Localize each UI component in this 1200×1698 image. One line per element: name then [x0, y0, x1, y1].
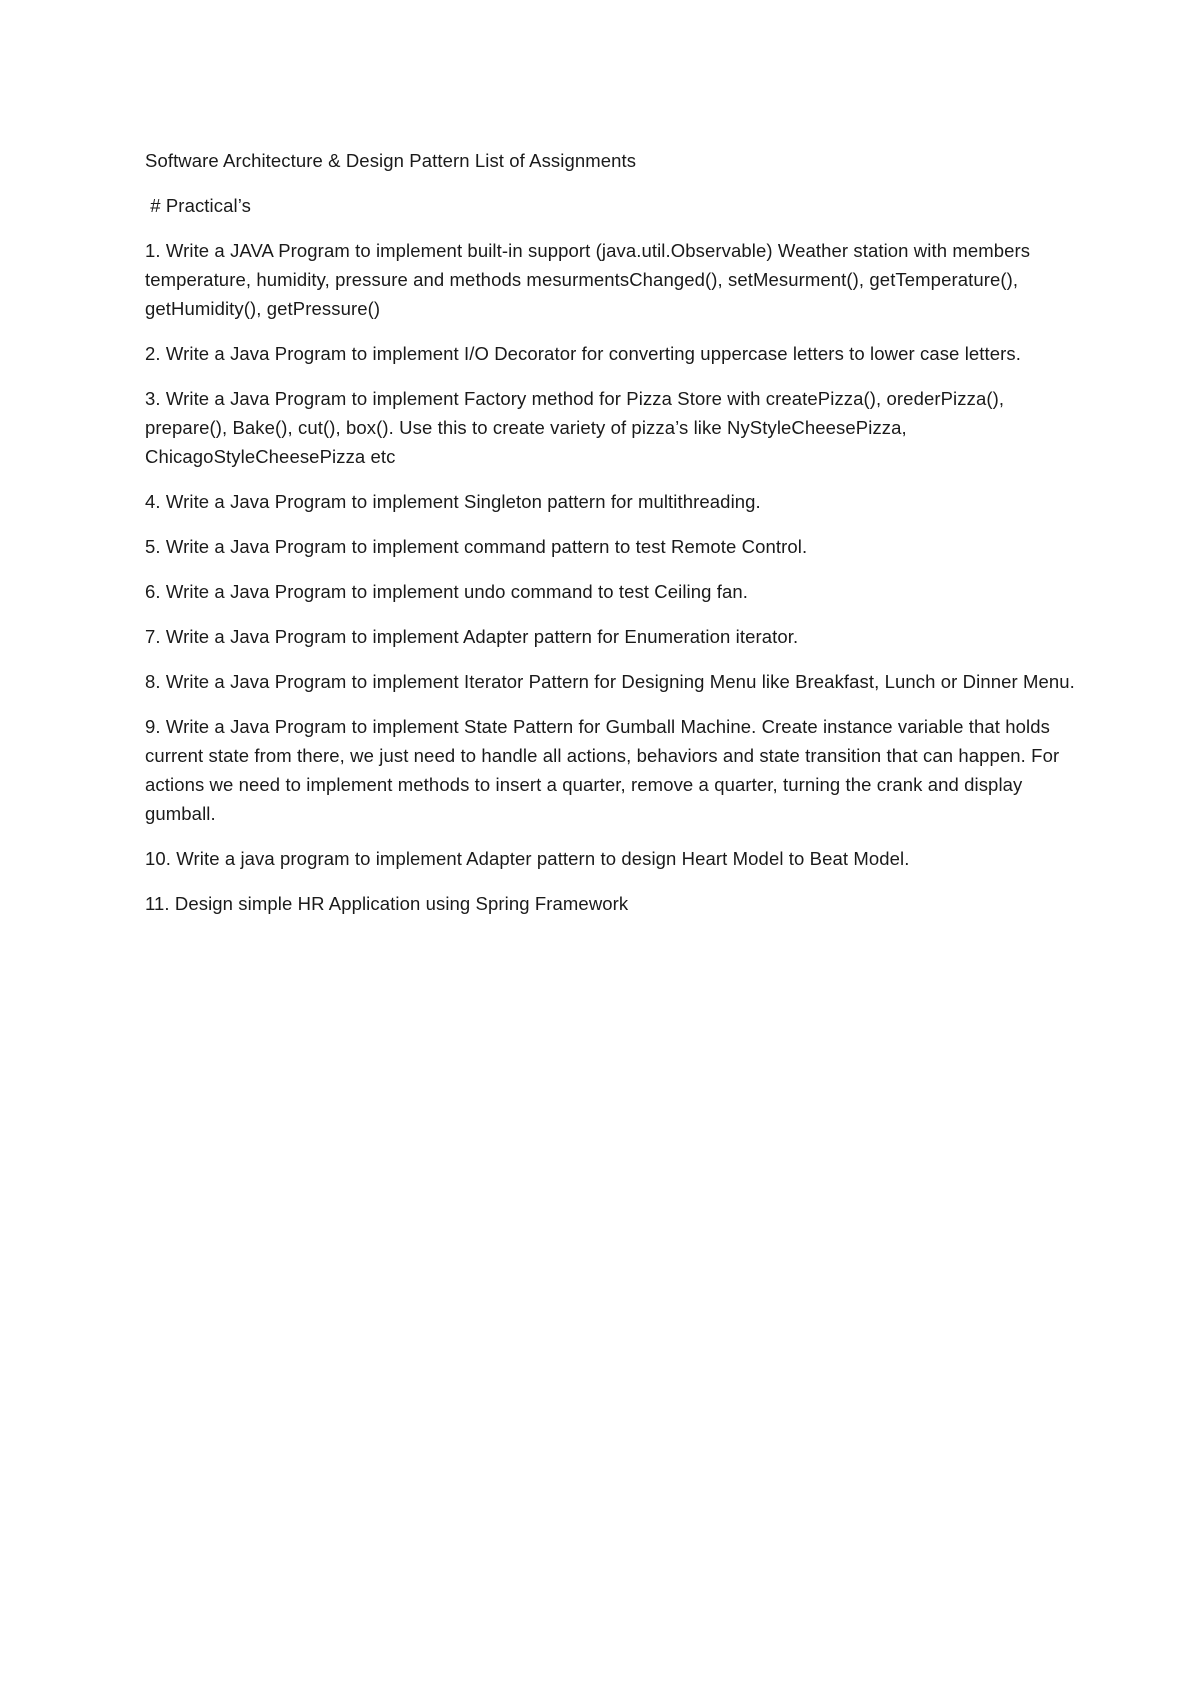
assignment-item-2: 2. Write a Java Program to implement I/O Decorator for converting uppercase letters to lower case letters. — [145, 343, 1022, 364]
section-heading: # Practical’s — [145, 195, 251, 216]
assignment-item-11: 11. Design simple HR Application using Spring Framework — [145, 893, 629, 914]
assignment-item-1: 1. Write a JAVA Program to implement built-in support (java.util.Observable) Weather station with members temperature, humidity, pressure and methods mesurmentsChanged(), setMesurment(), getTemperature(), getHumidity(), getPressure() — [145, 240, 1031, 319]
assignment-item-7: 7. Write a Java Program to implement Adapter pattern for Enumeration iterator. — [145, 626, 799, 647]
assignment-item-6: 6. Write a Java Program to implement undo command to test Ceiling fan. — [145, 581, 749, 602]
assignment-item-8: 8. Write a Java Program to implement Iterator Pattern for Designing Menu like Breakfast, Lunch or Dinner Menu. — [145, 671, 1075, 692]
document-title: Software Architecture & Design Pattern List of Assignments — [145, 150, 637, 171]
document-body — [145, 146, 1085, 934]
assignment-item-3: 3. Write a Java Program to implement Factory method for Pizza Store with createPizza(), orederPizza(), prepare(), Bake(), cut(), box(). Use this to create variety of pizza’s like NyStyleCheesePizza, ChicagoStyleCheesePizza etc — [145, 388, 1005, 467]
assignment-item-4: 4. Write a Java Program to implement Singleton pattern for multithreading. — [145, 491, 761, 512]
assignment-item-9: 9. Write a Java Program to implement State Pattern for Gumball Machine. Create instance variable that holds current state from there, we just need to handle all actions, behaviors and state transition that can happen. For actions we need to implement methods to insert a quarter, remove a quarter, turning the crank and display gumball. — [145, 716, 1060, 824]
assignment-item-5: 5. Write a Java Program to implement command pattern to test Remote Control. — [145, 536, 808, 557]
assignment-item-10: 10. Write a java program to implement Adapter pattern to design Heart Model to Beat Model. — [145, 848, 910, 869]
